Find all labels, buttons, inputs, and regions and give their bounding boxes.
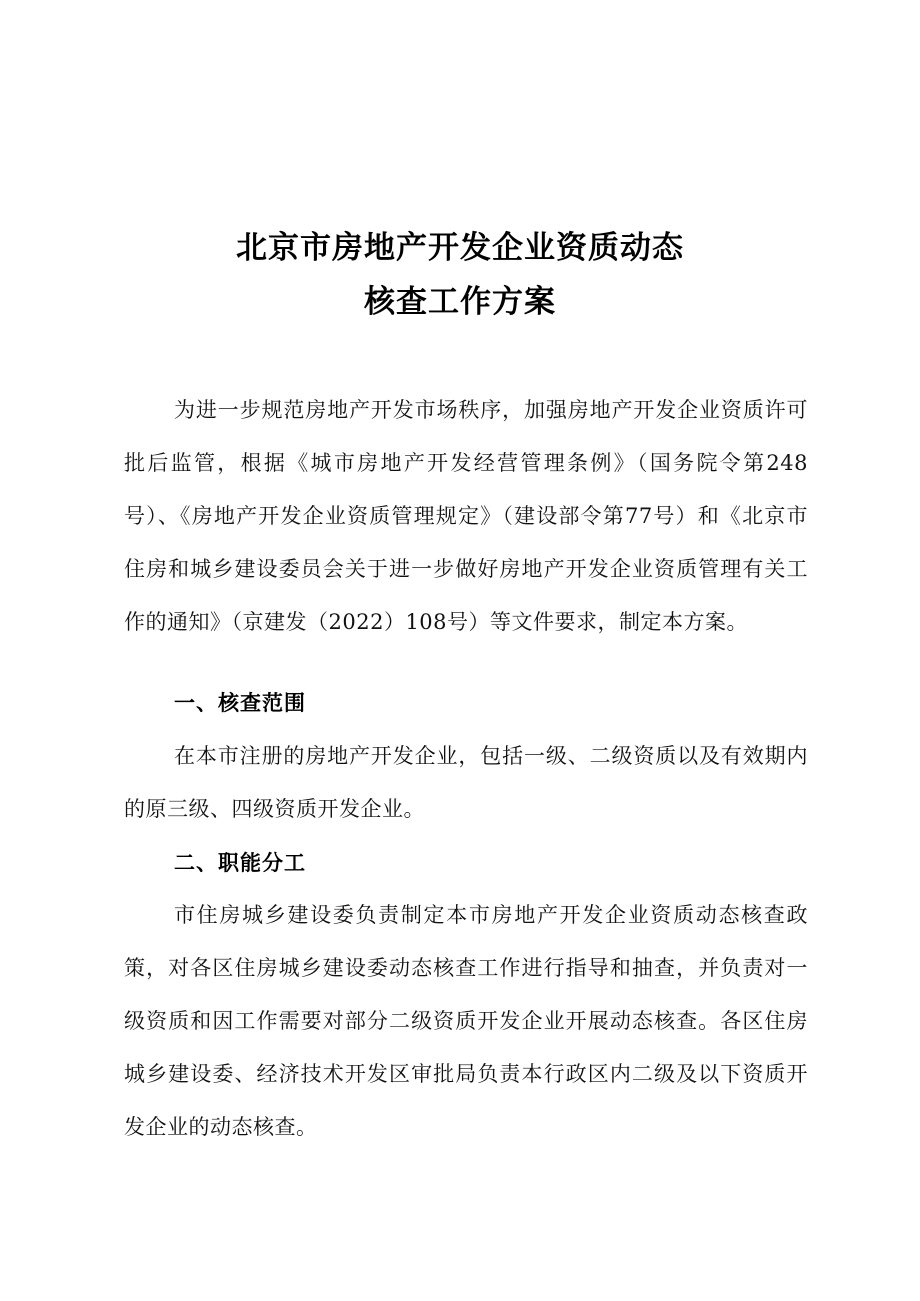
section-paragraph-scope: 在本市注册的房地产开发企业，包括一级、二级资质以及有效期内的原三级、四级资质开发企业。 (124, 744, 808, 821)
section-heading-scope: 一、核查范围 (174, 691, 306, 715)
section-heading-division-of-duties: 二、职能分工 (174, 851, 306, 875)
intro-paragraph: 为进一步规范房地产开发市场秩序，加强房地产开发企业资质许可批后监管，根据《城市房地产开发经营管理条例》（国务院令第248号）、《房地产开发企业资质管理规定》（建设部令第77号）和《北京市住房和城乡建设委员会关于进一步做好房地产开发企业资质管理有关工作的通知》（京建发（2022）108号）等文件要求，制定本方案。 (124, 398, 808, 634)
section-paragraph-division-of-duties: 市住房城乡建设委负责制定本市房地产开发企业资质动态核查政策，对各区住房城乡建设委动态核查工作进行指导和抽查，并负责对一级资质和因工作需要对部分二级资质开发企业开展动态核查。各区住房城乡建设委、经济技术开发区审批局负责本行政区内二级及以下资质开发企业的动态核查。 (124, 903, 808, 1139)
document-title-line2: 核查工作方案 (364, 284, 556, 320)
document-title-line1: 北京市房地产开发企业资质动态 (236, 230, 684, 266)
